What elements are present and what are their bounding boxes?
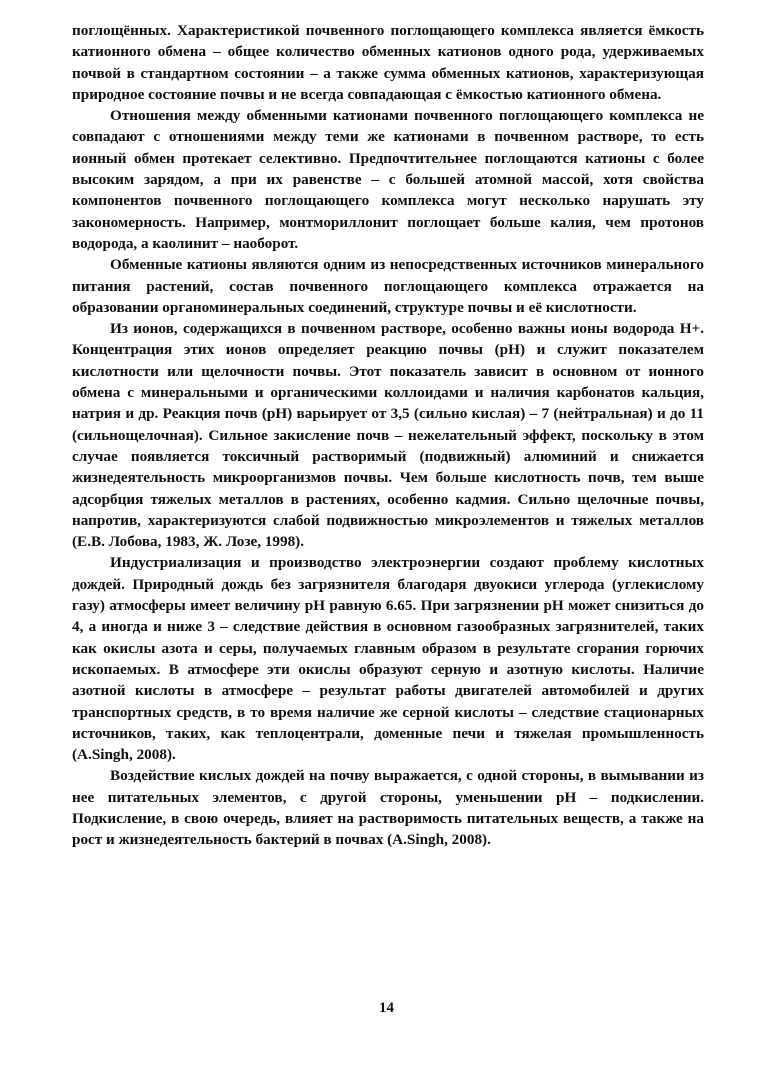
paragraph: Отношения между обменными катионами почвенного поглощающего комплекса не совпадают с отношениями между теми же катионами в почвенном растворе, то есть ионный обмен протекает селективно. Предпочтительнее поглощаются катионы с более высоким зарядом, а при их равенстве – с большей атомной массой, хотя свойства компонентов почвенного поглощающего комплекса могут несколько нарушать эту закономерность. Например, монтмориллонит поглощает больше калия, чем протонов водорода, а каолинит – наоборот.: [72, 107, 704, 252]
page-number: 14: [379, 1000, 394, 1016]
document-body: [72, 20, 704, 851]
paragraph: поглощённых. Характеристикой почвенного поглощающего комплекса является ёмкость катионного обмена – общее количество обменных катионов одного рода, удерживаемых почвой в стандартном состоянии – а также сумма обменных катионов, характеризующая природное состояние почвы и не всегда совпадающая с ёмкостью катионного обмена.: [72, 22, 704, 103]
paragraph: Воздействие кислых дождей на почву выражается, с одной стороны, в вымывании из нее питательных элементов, с другой стороны, уменьшении рН – подкислении. Подкисление, в свою очередь, влияет на растворимость питательных веществ, а также на рост и жизнедеятельность бактерий в почвах (A.Singh, 2008).: [72, 767, 704, 849]
paragraph: Из ионов, содержащихся в почвенном растворе, особенно важны ионы водорода Н+. Концентрация этих ионов определяет реакцию почвы (рН) и служит показателем кислотности или щелочности почвы. Этот показатель зависит в основном от ионного обмена с минеральными и органическими коллоидами и наличия карбонатов кальция, натрия и др. Реакция почв (рН) варьирует от 3,5 (сильно кислая) – 7 (нейтральная) и до 11 (сильнощелочная). Сильное закисление почв – нежелательный эффект, поскольку в этом случае появляется токсичный растворимый (подвижный) алюминий и снижается жизнедеятельность микроорганизмов почвы. Чем больше кислотность почв, тем выше адсорбция тяжелых металлов в растениях, особенно кадмия. Сильно щелочные почвы, напротив, характеризуются слабой подвижностью микроэлементов и тяжелых металлов (Е.В. Лобова, 1983, Ж. Лозе, 1998).: [72, 320, 704, 551]
paragraph: Обменные катионы являются одним из непосредственных источников минерального питания растений, состав почвенного поглощающего комплекса отражается на образовании органоминеральных соединений, структуре почвы и её кислотности.: [72, 256, 704, 316]
paragraph: Индустриализация и производство электроэнергии создают проблему кислотных дождей. Природный дождь без загрязнителя благодаря двуокиси углерода (углекислому газу) атмосферы имеет величину рН равную 6.65. При загрязнении рН может снизиться до 4, а иногда и ниже 3 – следствие действия в основном газообразных загрязнителей, таких как окислы азота и серы, получаемых главным образом в результате сгорания горючих ископаемых. В атмосфере эти окислы образуют серную и азотную кислоты. Наличие азотной кислоты в атмосфере – результат работы двигателей автомобилей и других транспортных средств, в то время наличие же серной кислоты – следствие стационарных источников, таких, как теплоцентрали, доменные печи и тяжелая промышленность (A.Singh, 2008).: [72, 554, 704, 764]
